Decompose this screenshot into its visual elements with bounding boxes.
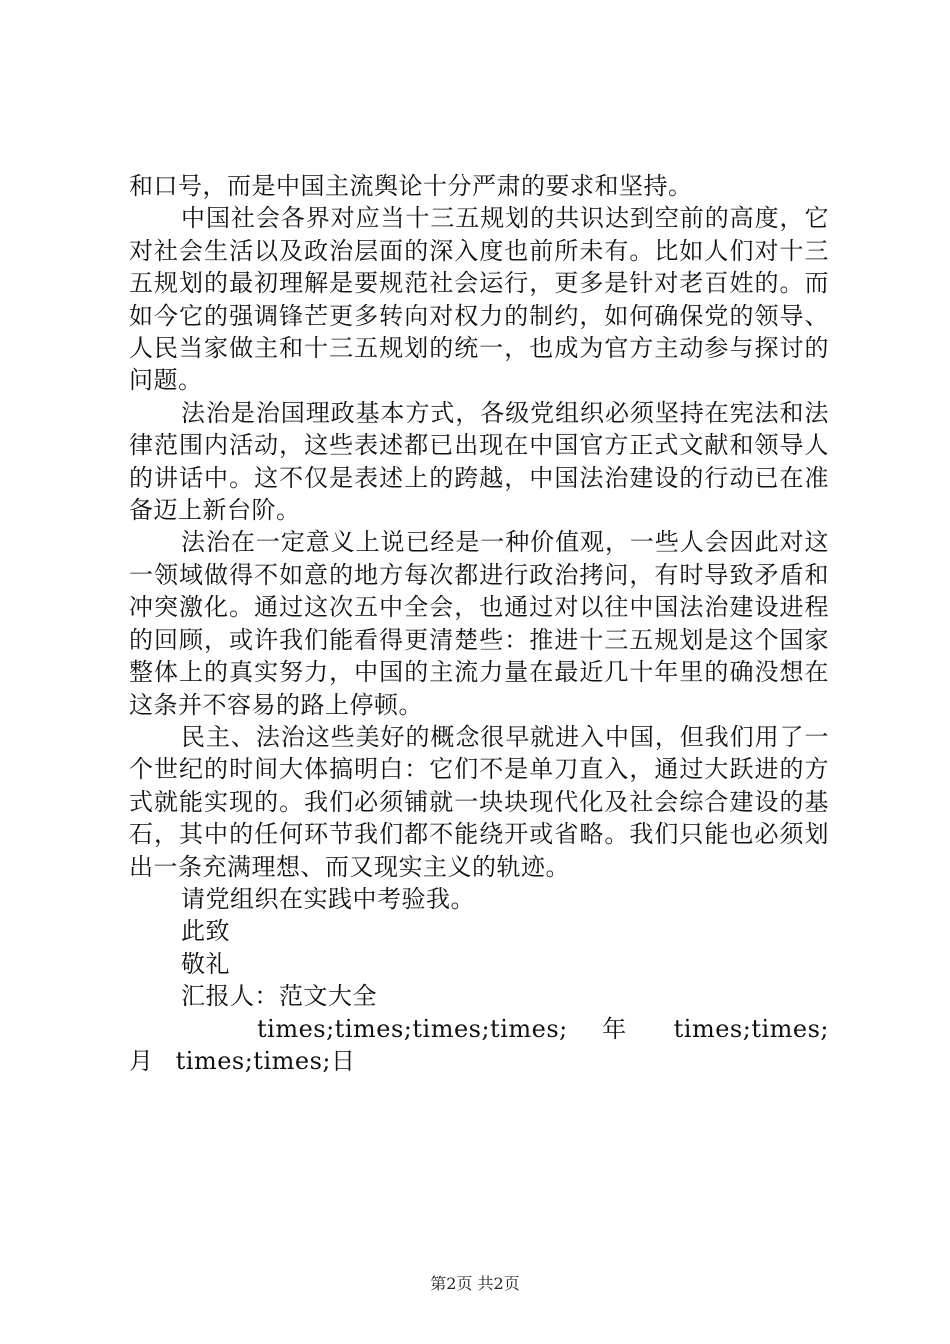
- closing-request: 请党组织在实践中考验我。: [181, 884, 475, 913]
- date-line: times;times;times;times; 年 times;times; 月 times;times;日: [129, 1014, 829, 1075]
- reporter-signature: 汇报人：范文大全: [181, 982, 377, 1011]
- paragraph-consensus: 中国社会各界对应当十三五规划的共识达到空前的高度，它对社会生活以及政治层面的深入度也前所未有。比如人们对十三五规划的最初理解是要规范社会运行，更多是针对老百姓的。而如今它的强调锋芒更多转向对权力的制约，如何确保党的领导、人民当家做主和十三五规划的统一，也成为官方主动参与探讨的问题。: [129, 204, 829, 395]
- page-number-footer: 第2页 共2页: [430, 1274, 520, 1293]
- paragraph-values: 法治在一定意义上说已经是一种价值观，一些人会因此对这一领域做得不如意的地方每次都进行政治拷问，有时导致矛盾和冲突激化。通过这次五中全会，也通过对以往中国法治建设进程的回顾，或许我们能看得更清楚些：推进十三五规划是这个国家整体上的真实努力，中国的主流力量在最近几十年里的确没想在这条并不容易的路上停顿。: [129, 528, 829, 719]
- document-body: [129, 170, 829, 1077]
- salutation-jing-li: 敬礼: [181, 949, 230, 978]
- paragraph-continuation: 和口号，而是中国主流舆论十分严肃的要求和坚持。: [129, 172, 693, 200]
- paragraph-democracy: 民主、法治这些美好的概念很早就进入中国，但我们用了一个世纪的时间大体搞明白：它们不是单刀直入，通过大跃进的方式就能实现的。我们必须铺就一块块现代化及社会综合建设的基石，其中的任何环节我们都不能绕开或省略。我们只能也必须划出一条充满理想、而又现实主义的轨迹。: [129, 722, 829, 881]
- salutation-ci-zhi: 此致: [181, 917, 230, 946]
- paragraph-rule-of-law: 法治是治国理政基本方式，各级党组织必须坚持在宪法和法律范围内活动，这些表述都已出现在中国官方正式文献和领导人的讲话中。这不仅是表述上的跨越，中国法治建设的行动已在准备迈上新台阶。: [129, 398, 829, 525]
